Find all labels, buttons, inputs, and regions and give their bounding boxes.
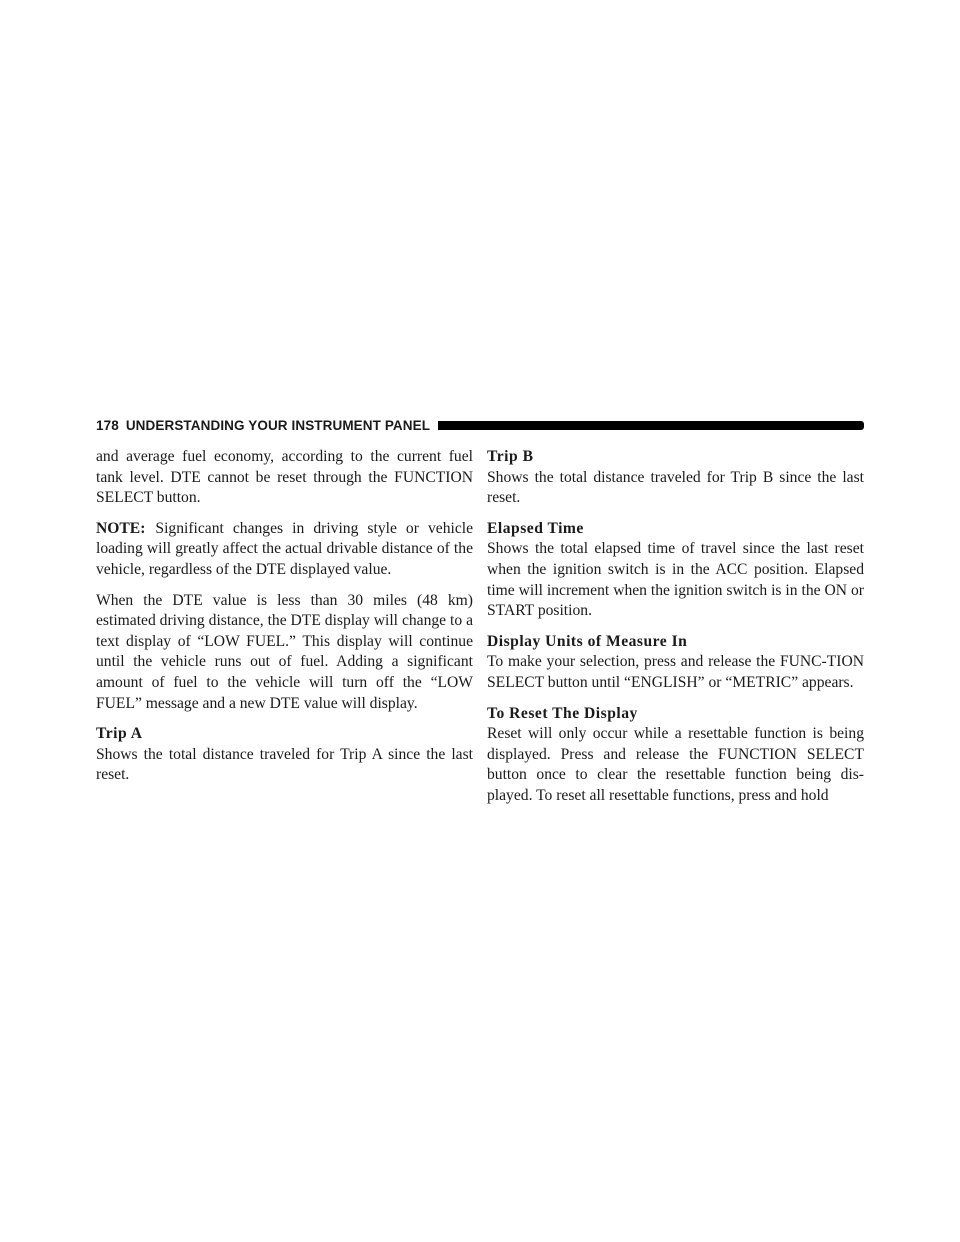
right-column <box>487 447 864 817</box>
trip-b-heading: Trip B <box>487 448 534 465</box>
section-title: UNDERSTANDING YOUR INSTRUMENT PANEL <box>125 417 431 433</box>
low-fuel-paragraph: When the DTE value is less than 30 miles (48 km) estimated driving distance, the DTE display will change to a text display of “LOW FUEL.” This display will continue until the vehicle runs out of fuel. Adding a significant amount of fuel to the vehicle will turn off the “LOW FUEL” message and a new DTE value will display. <box>96 591 473 712</box>
page-header <box>96 414 864 436</box>
left-column <box>96 447 473 796</box>
reset-display-text: Reset will only occur while a resettable function is being displayed. Press and release the FUNCTION SELECT button once to clear the resettable function being dis-played. To reset all resettable functions, press and hold <box>487 725 864 804</box>
reset-display-heading: To Reset The Display <box>487 704 638 722</box>
display-units-text: To make your selection, press and release the FUNC-TION SELECT button until “ENGLISH” or “METRIC” appears. <box>487 653 864 691</box>
note-paragraph <box>96 519 473 581</box>
trip-b-text: Shows the total distance traveled for Trip B since the last reset. <box>487 468 864 507</box>
note-text: Significant changes in driving style or vehicle loading will greatly affect the actual drivable distance of the vehicle, regardless of the DTE displayed value. <box>96 519 473 578</box>
note-label: NOTE: <box>96 519 146 537</box>
elapsed-time-text: Shows the total elapsed time of travel since the last reset when the ignition switch is in the ACC position. Elapsed time will increment when the ignition switch is in the ON or START position. <box>487 540 864 620</box>
header-rule <box>438 421 864 430</box>
trip-a-heading: Trip A <box>96 725 143 743</box>
trip-a-text: Shows the total distance traveled for Trip A since the last reset. <box>96 745 473 784</box>
elapsed-time-heading: Elapsed Time <box>487 519 584 537</box>
dte-paragraph: and average fuel economy, according to the current fuel tank level. DTE cannot be reset through the FUNCTION SELECT button. <box>96 448 473 507</box>
display-units-heading: Display Units of Measure In <box>487 632 688 650</box>
page-number: 178 <box>96 417 119 433</box>
